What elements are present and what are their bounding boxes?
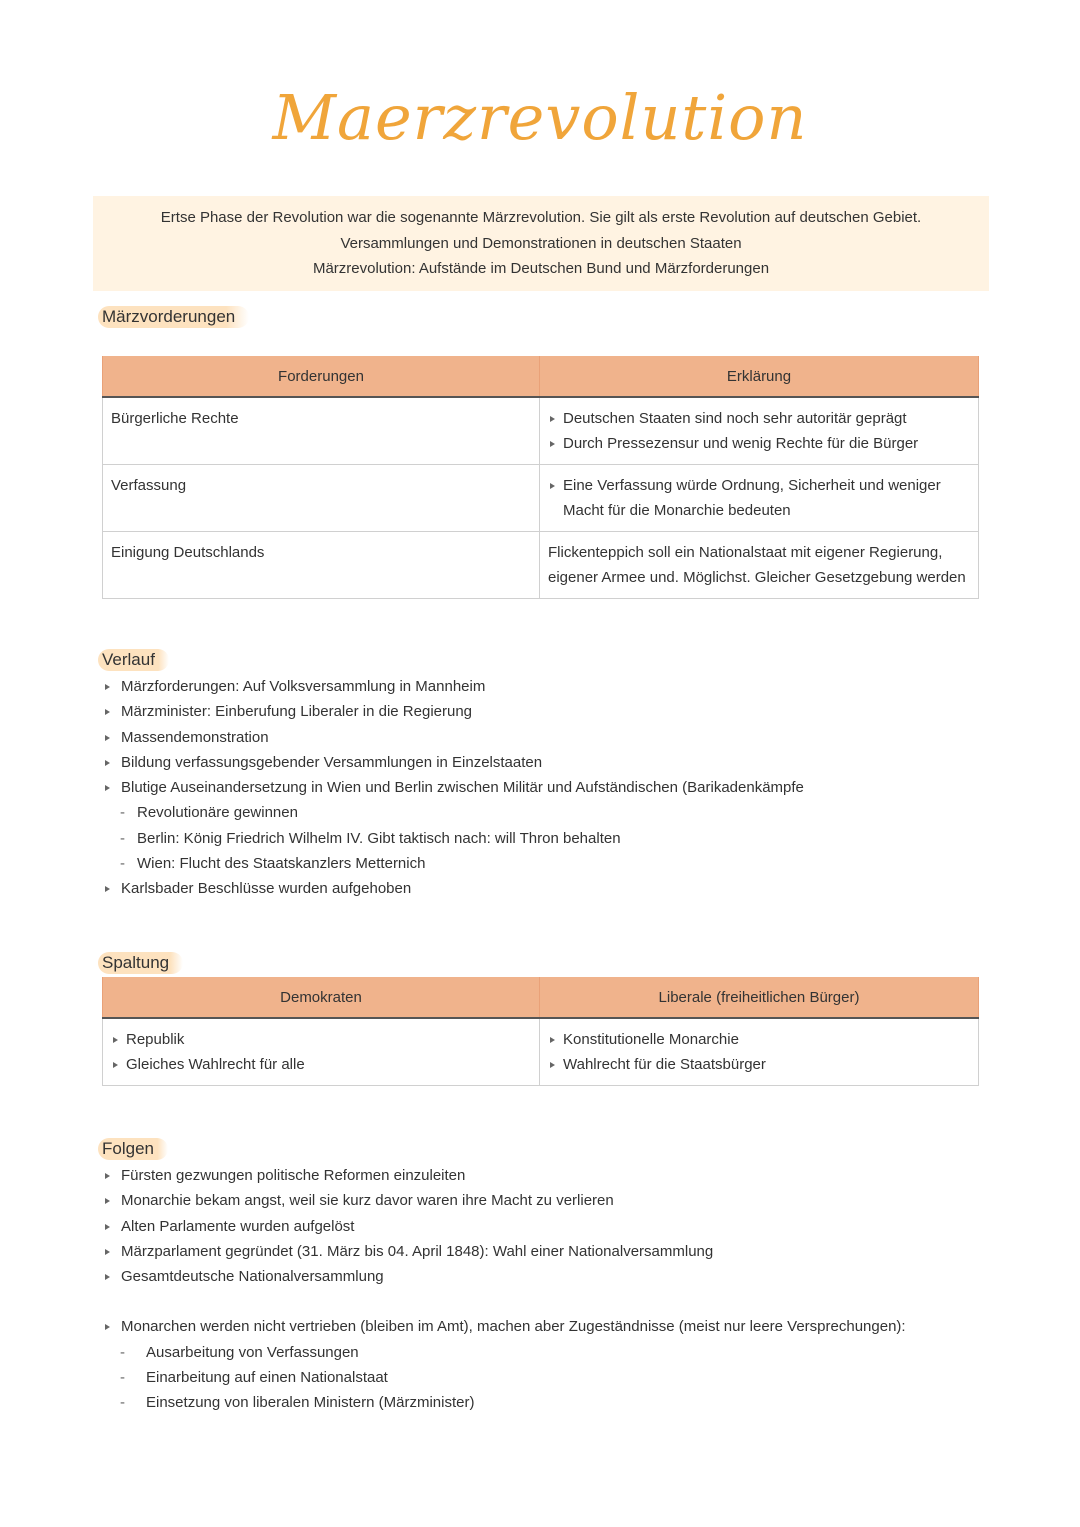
list-item: Gleiches Wahlrecht für alle xyxy=(111,1052,531,1077)
table-row xyxy=(103,465,979,532)
table-header: Forderungen xyxy=(103,356,540,397)
list-subitem: - Revolutionäre gewinnen xyxy=(103,800,804,825)
table-cell: Bürgerliche Rechte xyxy=(103,397,540,465)
list-subitem: - Einarbeitung auf einen Nationalstaat xyxy=(103,1365,906,1390)
list-item: Märzforderungen: Auf Volksversammlung in Mannheim xyxy=(103,674,804,699)
list-item: Wahlrecht für die Staatsbürger xyxy=(548,1052,970,1077)
intro-line: Versammlungen und Demonstrationen in deutschen Staaten xyxy=(340,234,742,252)
table-cell xyxy=(103,1018,540,1086)
list-subitem: - Einsetzung von liberalen Ministern (Märzminister) xyxy=(103,1390,906,1415)
section-heading-verlauf: Verlauf xyxy=(98,649,169,671)
list-item: Monarchen werden nicht vertrieben (bleiben im Amt), machen aber Zugeständnisse (meist nur leere Versprechungen): xyxy=(103,1314,906,1339)
list-item: Blutige Auseinandersetzung in Wien und Berlin zwischen Militär und Aufständischen (Barikadenkämpfe xyxy=(103,775,804,800)
list-subitem: - Berlin: König Friedrich Wilhelm IV. Gibt taktisch nach: will Thron behalten xyxy=(103,826,804,851)
demands-table xyxy=(102,356,979,599)
section-heading-marzvorderungen: Märzvorderungen xyxy=(98,306,249,328)
table-row xyxy=(103,397,979,465)
list-item: Republik xyxy=(111,1027,531,1052)
section-heading-spaltung: Spaltung xyxy=(98,952,183,974)
list-subitem: - Wien: Flucht des Staatskanzlers Metternich xyxy=(103,851,804,876)
intro-line: Märzrevolution: Aufstände im Deutschen Bund und Märzforderungen xyxy=(312,260,770,277)
list-item: Bildung verfassungsgebender Versammlungen in Einzelstaaten xyxy=(103,750,804,775)
table-cell xyxy=(540,465,979,532)
list-item: Durch Pressezensur und wenig Rechte für die Bürger xyxy=(548,431,970,456)
table-row xyxy=(103,532,979,599)
split-table xyxy=(102,977,979,1086)
list-item: Massendemonstration xyxy=(103,725,804,750)
table-cell xyxy=(540,1018,979,1086)
folgen-list xyxy=(103,1163,906,1416)
table-cell xyxy=(540,397,979,465)
list-subitem: - Ausarbeitung von Verfassungen xyxy=(103,1340,906,1365)
section-heading-folgen: Folgen xyxy=(98,1138,168,1160)
list-item: Karlsbader Beschlüsse wurden aufgehoben xyxy=(103,876,804,901)
list-item: Märzminister: Einberufung Liberaler in die Regierung xyxy=(103,699,804,724)
table-cell: Verfassung xyxy=(103,465,540,532)
intro-box xyxy=(93,196,989,291)
intro-line: Ertse Phase der Revolution war die sogenannte Märzrevolution. Sie gilt als erste Revolution auf deutschen Gebiet. xyxy=(160,209,922,226)
table-header: Demokraten xyxy=(103,977,540,1018)
list-item: Alten Parlamente wurden aufgelöst xyxy=(103,1214,906,1239)
list-item: Monarchie bekam angst, weil sie kurz davor waren ihre Macht zu verlieren xyxy=(103,1188,906,1213)
table-row xyxy=(103,1018,979,1086)
list-item: Fürsten gezwungen politische Reformen einzuleiten xyxy=(103,1163,906,1188)
list-item: Märzparlament gegründet (31. März bis 04. April 1848): Wahl einer Nationalversammlung xyxy=(103,1239,906,1264)
verlauf-list xyxy=(103,674,804,902)
list-item: Eine Verfassung würde Ordnung, Sicherheit und weniger Macht für die Monarchie bedeuten xyxy=(548,473,970,523)
page-title: Maerzrevolution xyxy=(272,81,808,154)
table-cell: Flickenteppich soll ein Nationalstaat mit eigener Regierung, eigener Armee und. Möglichst. Gleicher Gesetzgebung werden xyxy=(540,532,979,599)
table-header: Erklärung xyxy=(540,356,979,397)
list-item: Deutschen Staaten sind noch sehr autoritär geprägt xyxy=(548,406,970,431)
list-item: Gesamtdeutsche Nationalversammlung xyxy=(103,1264,906,1289)
table-header: Liberale (freiheitlichen Bürger) xyxy=(540,977,979,1018)
table-cell: Einigung Deutschlands xyxy=(103,532,540,599)
list-item: Konstitutionelle Monarchie xyxy=(548,1027,970,1052)
